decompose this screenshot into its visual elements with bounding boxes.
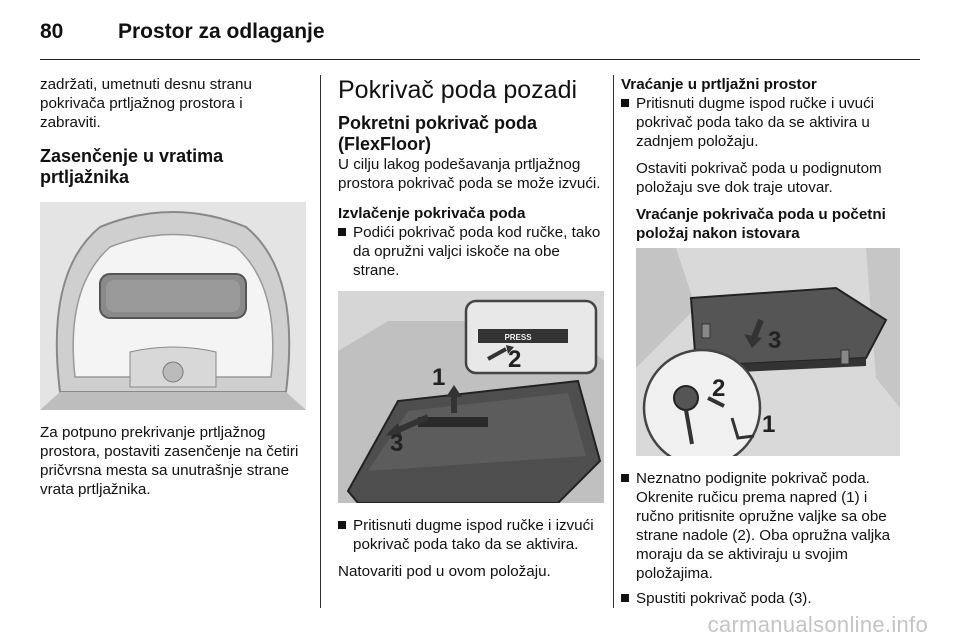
list-item (338, 223, 604, 280)
bullet-square-icon (338, 521, 346, 529)
reset-heading: Vraćanje pokrivača poda u početni položaj nakon istovara (636, 206, 886, 242)
callout-number: 3 (390, 430, 404, 457)
page-number: 80 (40, 20, 64, 43)
closing-paragraph: Natovariti pod u ovom položaju. (338, 563, 551, 580)
site-watermark: carmanualsonline.info (707, 612, 928, 637)
bullet-square-icon (621, 474, 629, 482)
return-heading: Vraćanje u prtljažni prostor (621, 76, 817, 93)
intro-paragraph: zadržati, umetnuti desnu stranu pokrivača prtljažnog prostora i zabraviti. (40, 76, 252, 131)
press-button-label: PRESS (504, 333, 532, 342)
column-divider-2 (613, 75, 614, 608)
header-divider (40, 59, 920, 60)
flexfloor-pullout-illustration (338, 291, 604, 503)
list-item (621, 589, 905, 608)
page-title: Prostor za odlaganje (118, 20, 325, 43)
callout-number: 1 (432, 364, 446, 391)
callout-number: 2 (508, 346, 522, 373)
column-divider-1 (320, 75, 321, 608)
list-item-text: Pritisnuti dugme ispod ručke i uvući pokrivač poda tako da se aktivira u zadnjem položaju. (636, 95, 875, 150)
list-item-text: Podići pokrivač poda kod ručke, tako da opružni valjci iskoče na obe strane. (353, 224, 601, 279)
bullet-square-icon (621, 99, 629, 107)
list-item (621, 94, 905, 151)
page-header (40, 14, 920, 60)
trunk-door-shade-illustration (40, 202, 306, 410)
list-item-text: Neznatno podignite pokrivač poda. Okrenite ručicu prema napred (1) i ručno pritisnite opružne valjke sa obe strane nadole (2). Oba opružna valjka moraju da se aktiviraju u svojim položajima. (636, 470, 891, 582)
column-middle (338, 75, 604, 581)
pull-out-heading: Izvlačenje pokrivača poda (338, 205, 526, 222)
callout-number: 2 (712, 375, 726, 402)
callout-number: 3 (768, 327, 782, 354)
loading-paragraph: Ostaviti pokrivač poda u podignutom položaju sve dok traje utovar. (636, 160, 882, 196)
section-heading-door-shade: Zasenčenje u vratima prtljažnika (40, 146, 224, 187)
list-item-text: Spustiti pokrivač poda (3). (636, 590, 812, 607)
bullet-square-icon (621, 594, 629, 602)
flexfloor-intro: U cilju lakog podešavanja prtljažnog prostora pokrivač poda se može izvući. (338, 156, 601, 192)
section-title-floor-cover: Pokrivač poda pozadi (338, 76, 578, 104)
subsection-title-flexfloor: Pokretni pokrivač poda (FlexFloor) (338, 113, 538, 154)
flexfloor-reset-illustration (636, 248, 900, 456)
bullet-square-icon (338, 228, 346, 236)
list-item (621, 469, 905, 583)
list-item (338, 516, 604, 554)
list-item-text: Pritisnuti dugme ispod ručke i izvući pokrivač poda tako da se aktivira. (353, 517, 594, 553)
figure-caption: Za potpuno prekrivanje prtljažnog prostora, postaviti zasenčenje na četiri pričvrsna mesta sa unutrašnje strane vrata prtljažnika. (40, 424, 299, 498)
column-right (621, 75, 905, 608)
column-left (40, 75, 306, 499)
callout-number: 1 (762, 411, 776, 438)
